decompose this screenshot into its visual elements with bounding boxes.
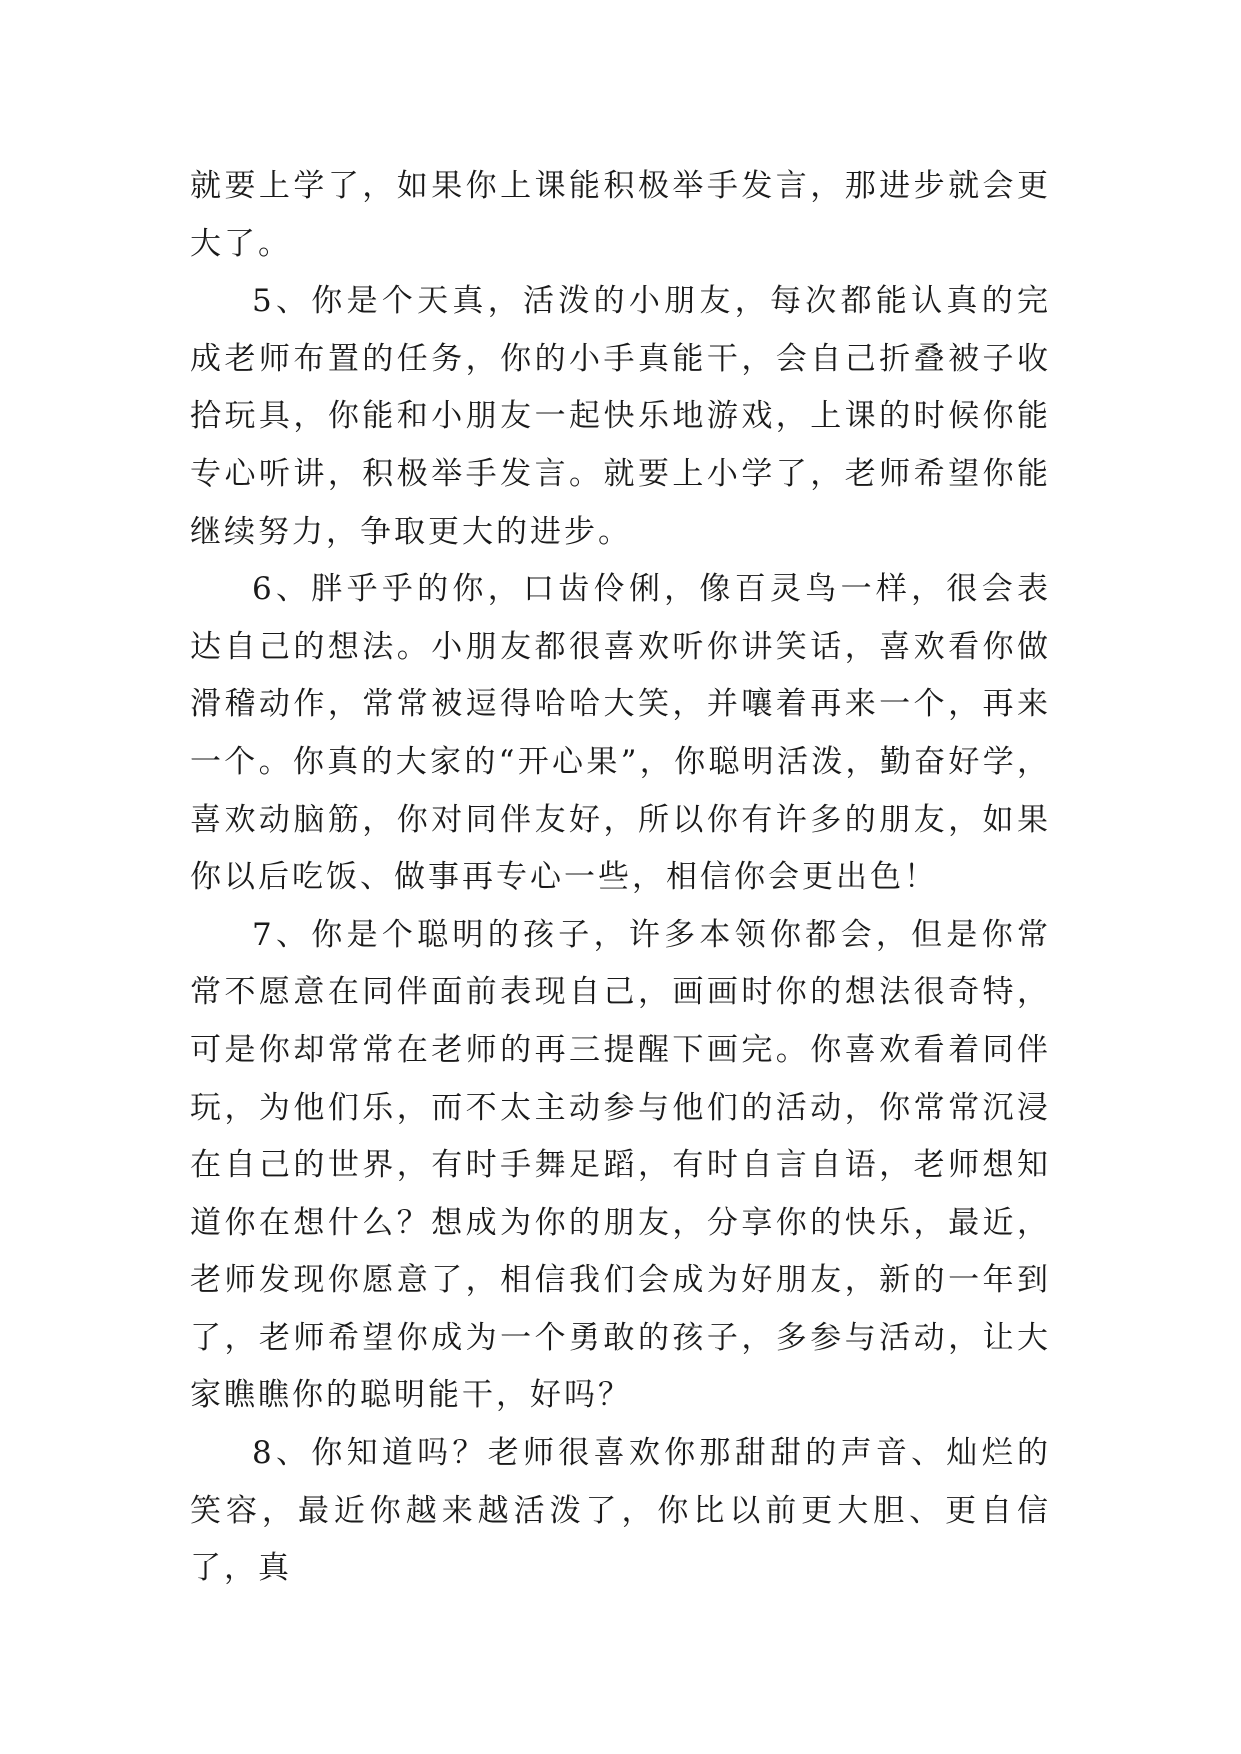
paragraph-item-6: 6、胖乎乎的你，口齿伶俐，像百灵鸟一样，很会表达自己的想法。小朋友都很喜欢听你讲笑话，喜欢看你做滑稽动作，常常被逗得哈哈大笑，并嚷着再来一个，再来一个。你真的大家的“开心果”，你聪明活泼，勤奋好学，喜欢动脑筋，你对同伴友好，所以你有许多的朋友，如果你以后吃饭、做事再专心一些，相信你会更出色！ [190, 571, 1051, 896]
document-body [190, 158, 1051, 1598]
paragraph-item-5: 5、你是个天真，活泼的小朋友，每次都能认真的完成老师布置的任务，你的小手真能干，会自己折叠被子收拾玩具，你能和小朋友一起快乐地游戏，上课的时候你能专心听讲，积极举手发言。就要上小学了，老师希望你能继续努力，争取更大的进步。 [190, 283, 1051, 550]
paragraph-item-8: 8、你知道吗？老师很喜欢你那甜甜的声音、灿烂的笑容，最近你越来越活泼了，你比以前更大胆、更自信了，真 [190, 1435, 1051, 1587]
paragraph-continued: 就要上学了，如果你上课能积极举手发言，那进步就会更大了。 [190, 168, 1051, 262]
paragraph-item-7: 7、你是个聪明的孩子，许多本领你都会，但是你常常不愿意在同伴面前表现自己，画画时你的想法很奇特，可是你却常常在老师的再三提醒下画完。你喜欢看着同伴玩，为他们乐，而不太主动参与他们的活动，你常常沉浸在自己的世界，有时手舞足蹈，有时自言自语，老师想知道你在想什么？想成为你的朋友，分享你的快乐，最近，老师发现你愿意了，相信我们会成为好朋友，新的一年到了，老师希望你成为一个勇敢的孩子，多参与活动，让大家瞧瞧你的聪明能干，好吗？ [190, 916, 1051, 1414]
